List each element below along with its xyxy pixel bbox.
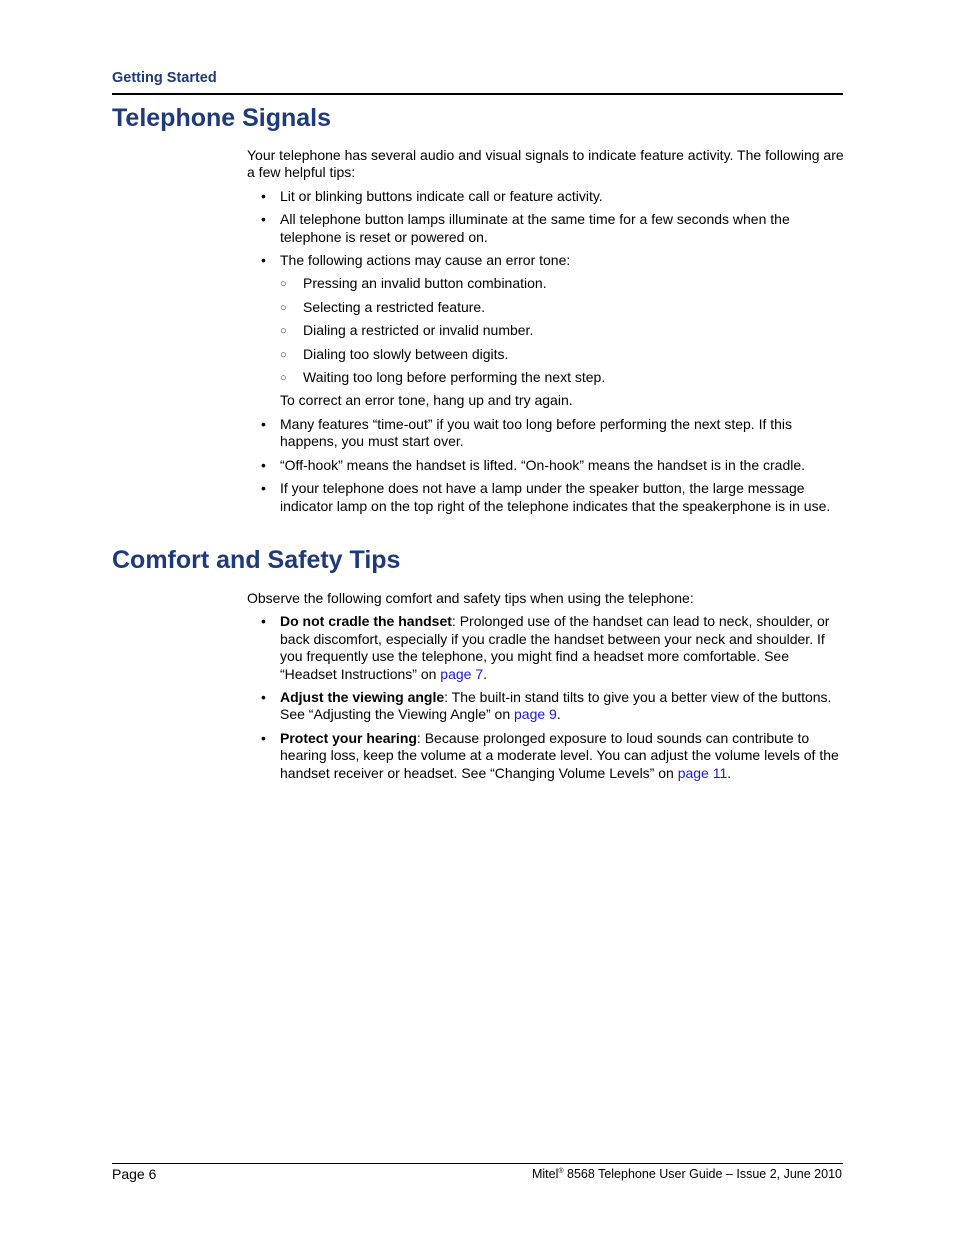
bullet-icon: • — [261, 456, 266, 473]
page-link[interactable]: page 11 — [677, 764, 728, 781]
bullet-icon: • — [261, 415, 266, 432]
bullet-icon: • — [261, 252, 266, 269]
comfort-safety-heading: Comfort and Safety Tips — [112, 546, 401, 574]
bullet-icon: • — [261, 729, 266, 746]
footer-divider — [112, 1163, 843, 1164]
list-item: • “Off-hook” means the handset is lifted. “On-hook” means the handset is in the cradle. — [261, 456, 806, 473]
list-item: • Lit or blinking buttons indicate call or feature activity. — [261, 187, 603, 204]
signals-list — [247, 188, 847, 515]
comfort-safety-section — [247, 590, 847, 788]
bullet-icon: • — [261, 613, 266, 630]
tip-text: : The built-in stand tilts to give you a better view of the buttons. See “Adjusting the Viewing Angle” on — [280, 689, 832, 723]
page-link[interactable]: page 7 — [440, 665, 484, 682]
page-link[interactable]: page 9 — [514, 706, 557, 723]
circle-bullet-icon: ○ — [280, 278, 287, 291]
tip-title: Do not cradle the handset — [280, 613, 452, 630]
bullet-icon: • — [261, 689, 266, 706]
document-title: Mitel® 8568 Telephone User Guide – Issue 2, June 2010 — [531, 1167, 842, 1181]
list-item: • Do not cradle the handset: Prolonged use of the handset can lead to neck, shoulder, or back discomfort, especially if you cradle the handset between your neck and shoulder. If you frequently use the telephone, you might find a headset more comfortable. See “Headset Instructions” on page 7. — [261, 613, 830, 682]
list-item: • Adjust the viewing angle: The built-in stand tilts to give you a better view of the buttons. See “Adjusting the Viewing Angle” on page 9. — [261, 689, 832, 723]
list-item: • All telephone button lamps illuminate at the same time for a few seconds when the telephone is reset or powered on. — [261, 211, 790, 245]
circle-bullet-icon: ○ — [280, 372, 287, 385]
tip-title: Protect your hearing — [280, 729, 417, 746]
tip-text: : Prolonged use of the handset can lead to neck, shoulder, or back discomfort, especially if you cradle the handset between your neck and shoulder. If you frequently use the telephone, you might find a headset more comfortable. See “Headset Instructions” on — [280, 613, 830, 682]
tip-text: : Because prolonged exposure to loud sounds can contribute to hearing loss, keep the volume at a moderate level. You can adjust the volume levels of the handset receiver or headset. See “Changing Volume Levels” on — [280, 729, 839, 781]
list-item: • Protect your hearing: Because prolonged exposure to loud sounds can contribute to hearing loss, keep the volume at a moderate level. You can adjust the volume levels of the handset receiver or headset. See “Changing Volume Levels” on page 11. — [261, 729, 839, 781]
page-number: Page 6 — [112, 1166, 157, 1182]
comfort-intro: Observe the following comfort and safety tips when using the telephone: — [247, 590, 694, 606]
signals-intro: Your telephone has several audio and visual signals to indicate feature activity. The following are a few helpful tips: — [247, 147, 844, 181]
sub-list-item: ○ Waiting too long before performing the next step. — [280, 369, 847, 386]
error-tone-note: To correct an error tone, hang up and try again. — [280, 392, 573, 409]
bullet-icon: • — [261, 187, 266, 204]
circle-bullet-icon: ○ — [280, 301, 287, 314]
telephone-signals-heading: Telephone Signals — [112, 104, 332, 132]
tip-title: Adjust the viewing angle — [280, 689, 445, 706]
bullet-icon: • — [261, 211, 266, 228]
header-divider — [112, 93, 843, 95]
circle-bullet-icon: ○ — [280, 325, 287, 338]
error-actions-list — [280, 275, 847, 386]
list-item: • The following actions may cause an error tone: ○ Pressing an invalid button combination. ○ Selecting a restricted feature. ○ Dialing a restricted or invalid number. ○ Dialing too slowly between digits. ○ Waiting too long before performing the next step. To correct an error tone, hang up and try again. — [247, 252, 847, 410]
sub-list-item: ○ Dialing too slowly between digits. — [280, 346, 847, 363]
comfort-tips-list — [247, 613, 847, 782]
sub-list-item: ○ Dialing a restricted or invalid number. — [280, 322, 847, 339]
telephone-signals-section — [247, 147, 847, 521]
section-header: Getting Started — [112, 70, 217, 86]
list-item: • Many features “time-out” if you wait too long before performing the next step. If this happens, you must start over. — [261, 415, 793, 450]
sub-list-item: ○ Pressing an invalid button combination. — [280, 275, 847, 292]
list-item: • If your telephone does not have a lamp under the speaker button, the large message indicator lamp on the top right of the telephone indicates that the speakerphone is in use. — [261, 480, 831, 514]
bullet-icon: • — [261, 480, 266, 497]
sub-list-item: ○ Selecting a restricted feature. — [280, 299, 847, 316]
circle-bullet-icon: ○ — [280, 348, 287, 361]
